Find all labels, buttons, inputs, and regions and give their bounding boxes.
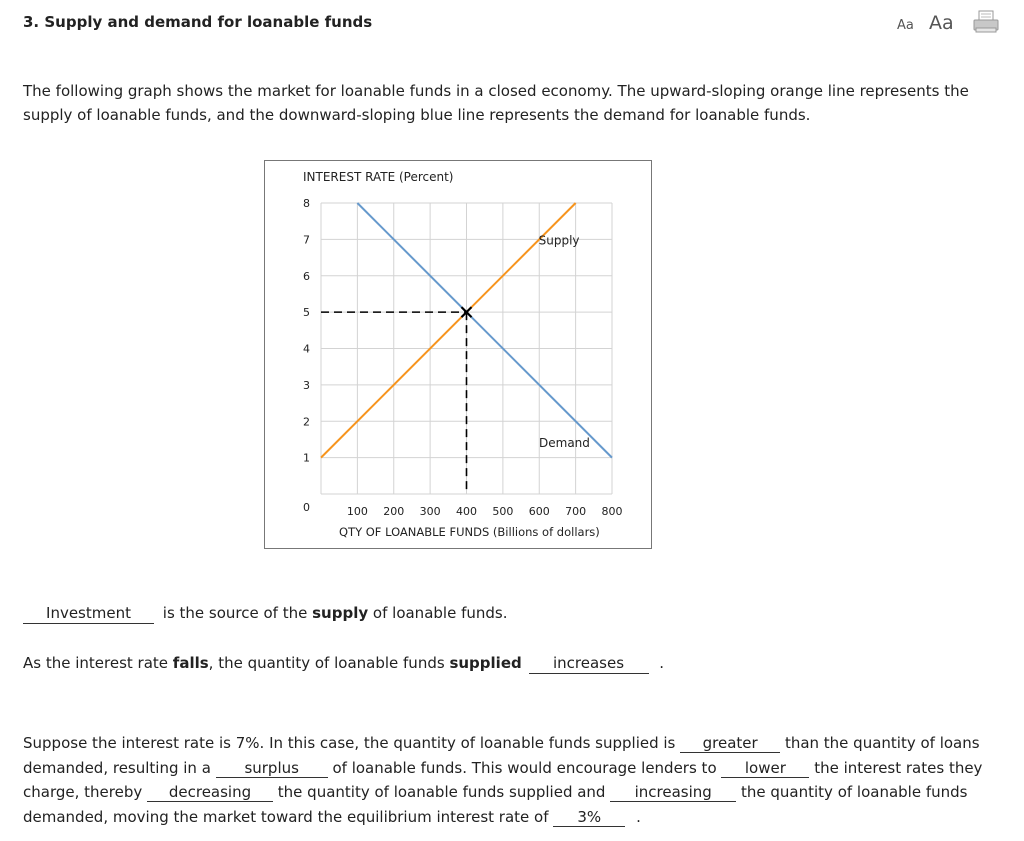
text-size-large-button[interactable]: Aa <box>929 12 954 34</box>
loanable-funds-graph <box>264 160 652 549</box>
para-text-6: the quantity of loanable funds demanded, moving the market toward the equilibrium interest rate of <box>23 783 968 826</box>
x-tick-label: 200 <box>383 505 405 518</box>
equilibrium-paragraph <box>23 731 998 829</box>
x-tick-label: 800 <box>601 505 623 518</box>
intro-text: The following graph shows the market for loanable funds in a closed economy. The upward-sloping orange line represents the supply of loanable funds, and the downward-sloping blue line represents the demand for loanable funds. <box>23 82 969 124</box>
printer-icon[interactable] <box>973 10 999 38</box>
statement-2-before: As the interest rate <box>23 654 169 672</box>
answer-blank-source[interactable]: Investment <box>23 604 154 624</box>
x-tick-label: 600 <box>528 505 550 518</box>
statement-2-end: . <box>659 654 665 672</box>
supply-curve-label: Supply <box>538 233 580 248</box>
y-tick-label: 5 <box>303 306 310 320</box>
para-text-1: Suppose the interest rate is 7%. In this case, the quantity of loanable funds supplied is <box>23 734 676 752</box>
para-text-5: the quantity of loanable funds supplied and <box>277 783 606 801</box>
statement-2-mid: , the quantity of loanable funds <box>208 654 445 672</box>
x-axis-title: QTY OF LOANABLE FUNDS (Billions of dollars) <box>339 525 600 539</box>
statement-1-text: is the source of the <box>162 604 308 622</box>
y-tick-label: 0 <box>303 501 310 514</box>
answer-blank-supply-change[interactable]: decreasing <box>147 783 273 802</box>
text-size-small-button[interactable]: Aa <box>897 18 914 33</box>
para-text-7: . <box>636 807 641 826</box>
statement-1-bold: supply <box>312 604 369 622</box>
supply-curve <box>321 203 576 458</box>
statement-2-bold-falls: falls <box>172 654 209 672</box>
statement-2-bold-supplied: supplied <box>449 654 522 672</box>
y-tick-label: 1 <box>303 451 310 465</box>
y-tick-label: 3 <box>303 378 310 392</box>
question-title: 3. Supply and demand for loanable funds <box>23 13 373 31</box>
x-tick-label: 700 <box>565 505 587 518</box>
answer-blank-demand-change[interactable]: increasing <box>610 783 736 802</box>
statement-1 <box>23 604 507 624</box>
statement-2 <box>23 654 664 674</box>
answer-blank-comparison[interactable]: greater <box>680 734 780 753</box>
para-text-2: than the quantity of loans demanded, resulting in a <box>23 734 980 777</box>
y-tick-label: 4 <box>303 342 310 356</box>
answer-blank-equilibrium-rate[interactable]: 3% <box>553 808 625 827</box>
y-tick-label: 6 <box>303 269 310 283</box>
x-tick-label: 300 <box>419 505 441 518</box>
chart-svg <box>265 161 651 548</box>
answer-blank-lender-action[interactable]: lower <box>721 759 809 778</box>
y-tick-label: 2 <box>303 415 310 429</box>
demand-curve-label: Demand <box>539 436 590 451</box>
answer-blank-supplied[interactable]: increases <box>529 654 649 674</box>
y-axis-title: INTEREST RATE (Percent) <box>303 170 454 184</box>
answer-blank-market-condition[interactable]: surplus <box>216 759 328 778</box>
x-tick-label: 100 <box>346 505 368 518</box>
para-text-4: the interest rates they charge, thereby <box>23 758 983 801</box>
x-tick-label: 400 <box>456 505 477 518</box>
x-tick-label: 500 <box>492 505 514 518</box>
para-text-3: of loanable funds. This would encourage lenders to <box>332 758 717 777</box>
y-tick-label: 7 <box>303 233 310 247</box>
statement-1-end: of loanable funds. <box>372 604 508 622</box>
y-tick-label: 8 <box>303 197 310 210</box>
